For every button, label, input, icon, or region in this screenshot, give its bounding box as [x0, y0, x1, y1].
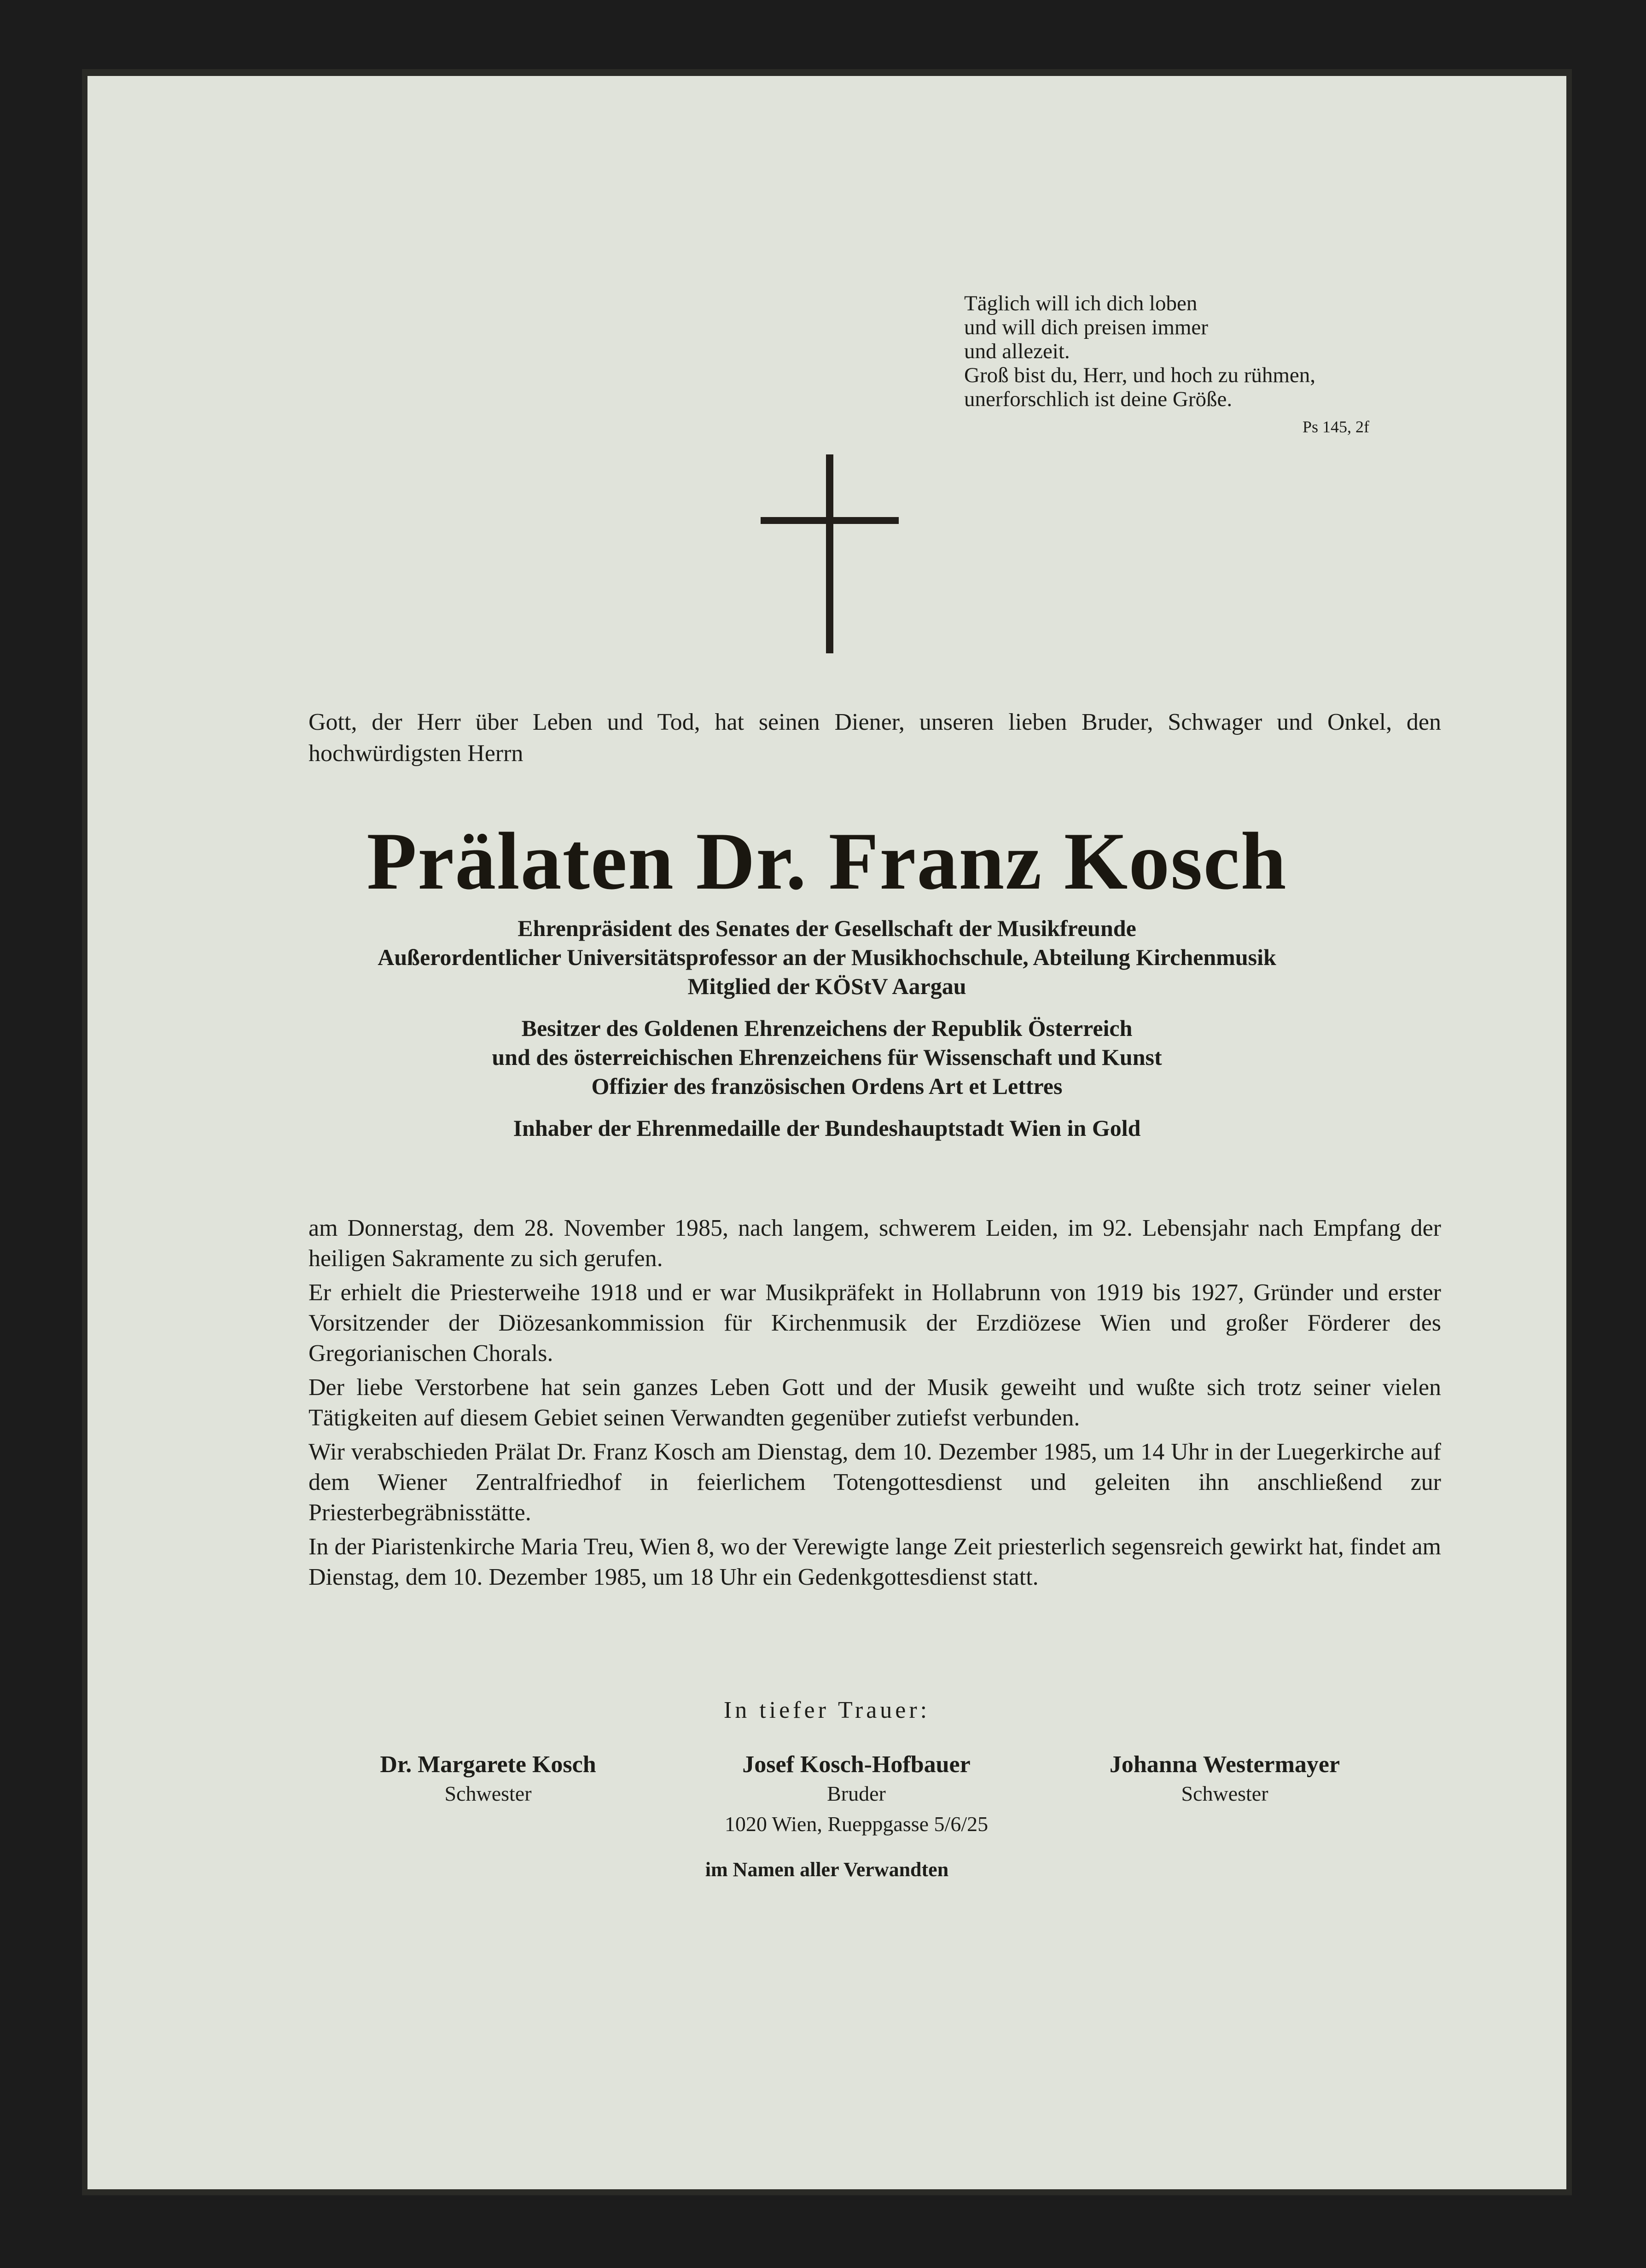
psalm-line: unerforschlich ist deine Größe. — [964, 387, 1233, 411]
mourner — [695, 1750, 1018, 1838]
mourner-relation: Schwester — [444, 1782, 532, 1805]
body-paragraph: Der liebe Verstorbene hat sein ganzes Leben Gott und der Musik geweiht und wußte sich trotz seiner vielen Tätigkeiten auf diesem Gebiet seinen Verwandten gegenüber zutiefst verbunden. — [308, 1374, 1441, 1431]
psalm-line: Täglich will ich dich loben — [964, 291, 1198, 315]
mourner-address: 1020 Wien, Rueppgasse 5/6/25 — [724, 1812, 989, 1836]
honor-line: und des österreichischen Ehrenzeichens für Wissenschaft und Kunst — [492, 1044, 1162, 1070]
body-paragraph: Wir verabschieden Prälat Dr. Franz Kosch am Dienstag, dem 10. Dezember 1985, um 14 Uhr in der Luegerkirche auf dem Wiener Zentralfriedhof in feierlichem Totengottesdienst und geleiten ihn anschließend zur Priesterbegräbnisstätte. — [308, 1439, 1441, 1526]
mourners-list — [327, 1750, 1386, 1838]
honor-line: Offizier des französischen Ordens Art et Lettres — [591, 1073, 1063, 1099]
mourner-relation: Bruder — [827, 1782, 886, 1805]
honor-line: Außerordentlicher Universitätsprofessor an der Musikhochschule, Abteilung Kirchenmusik — [378, 944, 1276, 970]
mourner — [1064, 1750, 1386, 1838]
intro-text: Gott, der Herr über Leben und Tod, hat seinen Diener, unseren lieben Bruder, Schwager und Onkel, den hochwürdigsten Herrn — [308, 709, 1441, 767]
mourner-name: Johanna Westermayer — [1109, 1751, 1340, 1778]
mourner-name: Josef Kosch-Hofbauer — [742, 1751, 971, 1778]
closing-line: im Namen aller Verwandten — [705, 1858, 949, 1881]
psalm-line: und allezeit. — [964, 339, 1070, 363]
mourning-heading: In tiefer Trauer: — [723, 1697, 931, 1723]
mourner-relation: Schwester — [1181, 1782, 1268, 1805]
psalm-line: und will dich preisen immer — [964, 315, 1208, 339]
body-paragraph: In der Piaristenkirche Maria Treu, Wien 8, wo der Verewigte lange Zeit priesterlich segensreich gewirkt hat, findet am Dienstag, dem 10. Dezember 1985, um 18 Uhr ein Gedenkgottesdienst statt. — [308, 1534, 1441, 1590]
obituary-body — [308, 1213, 1441, 1596]
psalm-quote — [964, 291, 1369, 439]
mourner — [327, 1750, 649, 1838]
honor-line: Inhaber der Ehrenmedaille der Bundeshauptstadt Wien in Gold — [513, 1115, 1141, 1141]
cross-horizontal-bar — [761, 517, 899, 524]
body-paragraph: Er erhielt die Priesterweihe 1918 und er war Musikpräfekt in Hollabrunn von 1919 bis 1927, Gründer und erster Vorsitzender der Diözesankommission für Kirchenmusik der Erzdiözese Wien und großer Förderer des Gregorianischen Chorals. — [308, 1279, 1441, 1367]
psalm-line: Groß bist du, Herr, und hoch zu rühmen, — [964, 363, 1316, 387]
honor-line: Ehrenpräsident des Senates der Gesellschaft der Musikfreunde — [518, 915, 1136, 941]
deceased-name: Prälaten Dr. Franz Kosch — [366, 815, 1287, 907]
honor-line: Mitglied der KÖStV Aargau — [687, 973, 966, 999]
body-paragraph: am Donnerstag, dem 28. November 1985, nach langem, schwerem Leiden, im 92. Lebensjahr nach Empfang der heiligen Sakramente zu sich gerufen. — [308, 1215, 1441, 1272]
honors-list — [87, 914, 1566, 1143]
honor-line: Besitzer des Goldenen Ehrenzeichens der Republik Österreich — [521, 1015, 1133, 1041]
psalm-reference: Ps 145, 2f — [1302, 418, 1369, 436]
cross-vertical-bar — [826, 454, 833, 653]
obituary-sheet — [87, 76, 1566, 2189]
mourner-name: Dr. Margarete Kosch — [380, 1751, 596, 1778]
